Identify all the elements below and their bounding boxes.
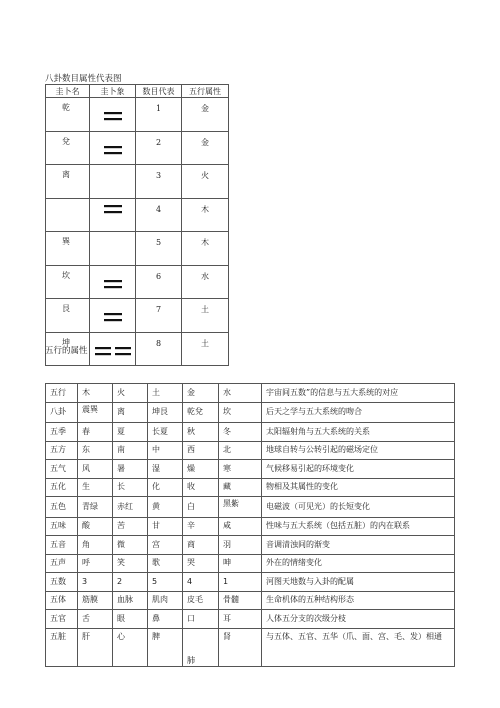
description-cell: 后天之学与五大系统的吻合 [262,402,455,423]
table-row [46,536,455,555]
header-number: 数目代表 [136,85,182,98]
metal-cell: 金 [183,384,219,403]
row-label: 五体 [46,591,78,610]
fire-cell: 离 [113,402,148,423]
trigram-element: 水 [182,265,229,299]
table-row [46,131,229,165]
fire-cell: 夏 [113,423,148,442]
description-cell: 河图天地数与入卦的配属 [262,573,455,592]
table-row [46,628,455,666]
water-cell: 水 [219,384,262,403]
earth-cell: 脾 [148,628,183,666]
earth-cell: 肌肉 [148,591,183,610]
earth-cell: 鼻 [148,610,183,629]
trigram-name: 离 [46,165,90,199]
trigram-symbol [90,165,136,199]
table-row [46,573,455,592]
metal-cell: 肺 [183,628,219,666]
wood-cell: 震巽 [78,402,113,423]
trigram-element: 木 [182,198,229,232]
trigram-number: 4 [136,198,182,232]
row-label: 五气 [46,460,78,479]
wood-cell: 呼 [78,554,113,573]
table-row [46,460,455,479]
description-cell: 外在的情绪变化 [262,554,455,573]
water-cell: 坎 [219,402,262,423]
earth-cell: 黄 [148,497,183,518]
metal-cell: 白 [183,497,219,518]
trigram-number: 7 [136,299,182,333]
row-label: 五季 [46,423,78,442]
earth-cell: 5 [148,573,183,592]
wood-cell: 东 [78,441,113,460]
fire-cell: 2 [113,573,148,592]
trigram-element: 土 [182,299,229,333]
water-cell: 寒 [219,460,262,479]
fire-cell: 血脉 [113,591,148,610]
row-label: 八卦 [46,402,78,423]
table-row [46,478,455,497]
fire-cell: 笑 [113,554,148,573]
trigram-number: 3 [136,165,182,199]
trigram-name: 艮 [46,299,90,333]
water-cell: 黑紫 [219,497,262,518]
metal-cell: 口 [183,610,219,629]
trigram-element: 木 [182,232,229,266]
description-cell: 宇宙间五数”的信息与五大系统的对应 [262,384,455,403]
bagua-table [45,84,229,366]
trigram-number: 5 [136,232,182,266]
trigram-symbol [90,299,136,333]
water-cell: 骨髓 [219,591,262,610]
table-row [46,299,229,333]
wuxing-table-title: 五行的属性 [45,346,88,356]
water-cell: 耳 [219,610,262,629]
water-cell: 羽 [219,536,262,555]
fire-cell: 眼 [113,610,148,629]
description-cell: 太阳辐射角与五大系统的关系 [262,423,455,442]
table-row [46,165,229,199]
metal-cell: 燥 [183,460,219,479]
wood-cell: 木 [78,384,113,403]
metal-cell: 辛 [183,517,219,536]
wood-cell: 舌 [78,610,113,629]
row-label: 五色 [46,497,78,518]
description-cell: 电磁波（可见光）的长短变化 [262,497,455,518]
wood-cell: 角 [78,536,113,555]
description-cell: 生命机体的五种结构形态 [262,591,455,610]
trigram-element: 火 [182,165,229,199]
water-cell: 1 [219,573,262,592]
trigram-name: 兌 [46,131,90,165]
row-label: 五方 [46,441,78,460]
wood-cell: 风 [78,460,113,479]
row-label: 五数 [46,573,78,592]
water-cell: 藏 [219,478,262,497]
water-cell: 北 [219,441,262,460]
row-label: 五官 [46,610,78,629]
metal-cell: 4 [183,573,219,592]
wood-cell: 酸 [78,517,113,536]
wood-cell: 3 [78,573,113,592]
description-cell: 地球自转与公转引起的磁场定位 [262,441,455,460]
fire-cell: 微 [113,536,148,555]
trigram-name: 巽 [46,232,90,266]
trigram-name [46,198,90,232]
table-row [46,265,229,299]
metal-cell: 西 [183,441,219,460]
earth-cell: 歌 [148,554,183,573]
trigram-symbol-icon [104,144,122,156]
table-row [46,591,455,610]
trigram-symbol [90,131,136,165]
header-element: 五行属性 [182,85,229,98]
metal-cell: 秋 [183,423,219,442]
description-cell: 物相及其属性的变化 [262,478,455,497]
wuxing-table [45,383,455,667]
trigram-symbol [90,265,136,299]
trigram-symbol-icon [95,345,131,357]
table-row [46,198,229,232]
trigram-symbol-icon [104,110,122,122]
trigram-name: 坤 [46,332,90,366]
earth-cell: 中 [148,441,183,460]
row-label: 五化 [46,478,78,497]
trigram-symbol-icon [104,203,122,215]
row-label: 五音 [46,536,78,555]
metal-cell: 皮毛 [183,591,219,610]
table-row [46,441,455,460]
trigram-name: 坎 [46,265,90,299]
earth-cell: 湿 [148,460,183,479]
trigram-number: 6 [136,265,182,299]
fire-cell: 南 [113,441,148,460]
wood-cell: 肝 [78,628,113,666]
header-name: 圭卜名 [46,85,90,98]
description-cell: 性味与五大系统（包括五脏）的内在联系 [262,517,455,536]
trigram-symbol-icon [104,278,122,290]
table-row [46,497,455,518]
fire-cell: 暑 [113,460,148,479]
metal-cell: 商 [183,536,219,555]
metal-cell: 哭 [183,554,219,573]
trigram-element: 土 [182,332,229,366]
wood-cell: 筋膜 [78,591,113,610]
trigram-number: 1 [136,98,182,132]
description-cell: 人体五分支的次级分枝 [262,610,455,629]
description-cell: 气候移易引起的环境变化 [262,460,455,479]
table-row [46,517,455,536]
description-cell: 音调清浊间的渐变 [262,536,455,555]
water-cell: 咸 [219,517,262,536]
water-cell: 肾 [219,628,262,666]
table-row [46,232,229,266]
earth-cell: 甘 [148,517,183,536]
trigram-symbol [90,98,136,132]
trigram-element: 金 [182,98,229,132]
water-cell: 呻 [219,554,262,573]
row-label: 五味 [46,517,78,536]
water-cell: 冬 [219,423,262,442]
table-row [46,402,455,423]
trigram-number: 2 [136,131,182,165]
wood-cell: 青绿 [78,497,113,518]
trigram-symbol-icon [104,311,122,323]
trigram-number: 8 [136,332,182,366]
table-row [46,384,455,403]
fire-cell: 苦 [113,517,148,536]
trigram-symbol [90,232,136,266]
trigram-element: 金 [182,131,229,165]
header-symbol: 圭卜象 [90,85,136,98]
table-row [46,98,229,132]
bagua-table-title: 八卦数目属性代表图 [45,74,122,84]
row-label: 五脏 [46,628,78,666]
wood-cell: 春 [78,423,113,442]
trigram-symbol [90,198,136,232]
fire-cell: 火 [113,384,148,403]
earth-cell: 长夏 [148,423,183,442]
table-row [46,610,455,629]
earth-cell: 土 [148,384,183,403]
row-label: 五声 [46,554,78,573]
row-label: 五行 [46,384,78,403]
earth-cell: 坤艮 [148,402,183,423]
wood-cell: 生 [78,478,113,497]
metal-cell: 收 [183,478,219,497]
fire-cell: 赤红 [113,497,148,518]
trigram-symbol [90,332,136,366]
metal-cell: 乾兌 [183,402,219,423]
description-cell: 与五体、五官、五华（爪、面、宫、毛、发）相通 [262,628,455,666]
table-row [46,423,455,442]
table-row [46,554,455,573]
earth-cell: 化 [148,478,183,497]
earth-cell: 宫 [148,536,183,555]
fire-cell: 长 [113,478,148,497]
fire-cell: 心 [113,628,148,666]
trigram-name: 乾 [46,98,90,132]
